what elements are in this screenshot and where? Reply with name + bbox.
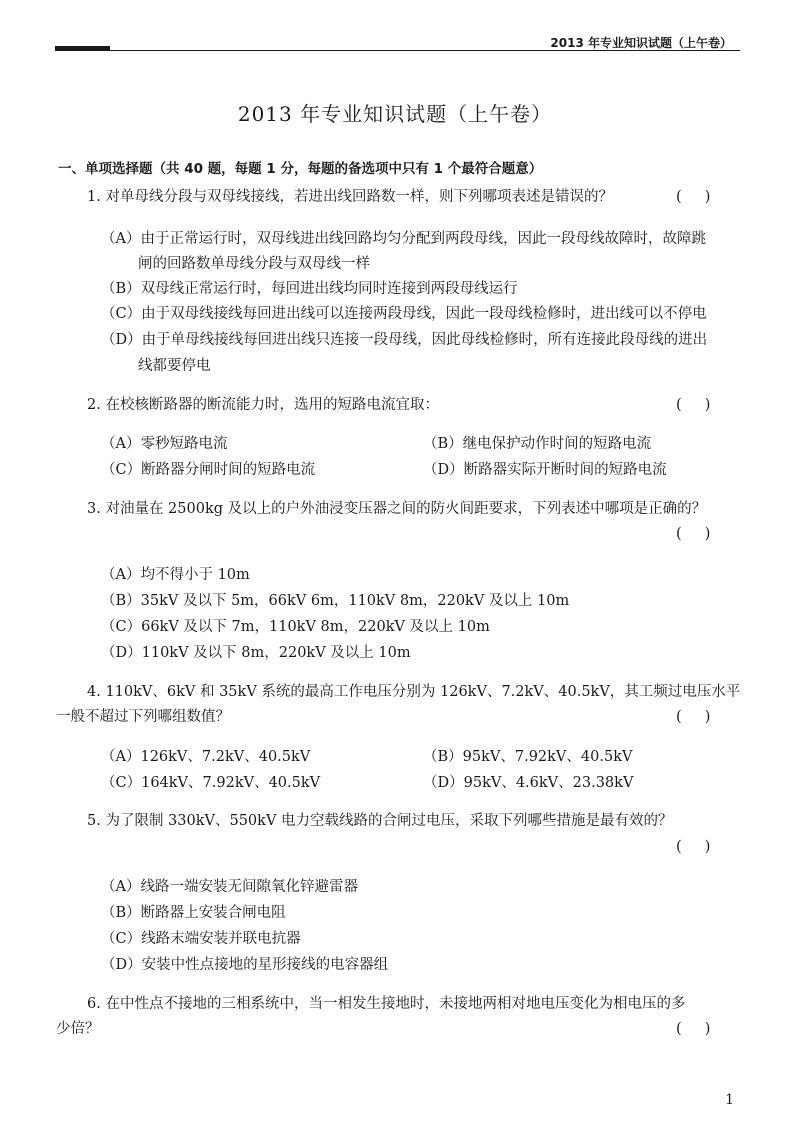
question-5-option-b: （B）断路器上安装合闸电阻 — [101, 905, 286, 921]
question-4-option-b: （B）95kV、7.92kV、40.5kV — [423, 749, 633, 765]
running-header: 2013 年专业知识试题（上午卷） — [550, 36, 732, 50]
question-1-stem: 1. 对单母线分段与双母线接线，若进出线回路数一样，则下列哪项表述是错误的？ — [87, 189, 613, 205]
question-6-stem-cont: 少倍？ — [56, 1021, 100, 1037]
question-4-option-d: （D）95kV、4.6kV、23.38kV — [423, 775, 634, 791]
question-1-option-d-cont: 线都要停电 — [138, 358, 211, 374]
page-title: 2013 年专业知识试题（上午卷） — [237, 102, 553, 126]
question-4-stem-cont: 一般不超过下列哪组数值？ — [56, 709, 230, 725]
question-2-answer-blank: ( ) — [676, 397, 711, 413]
question-1-option-c: （C）由于双母线接线每回进出线可以连接两段母线，因此一段母线检修时，进出线可以不停电 — [101, 306, 707, 322]
question-3-stem: 3. 对油量在 2500kg 及以上的户外油浸变压器之间的防火间距要求，下列表述中哪项是正确的？ — [87, 501, 707, 517]
question-5-option-d: （D）安装中性点接地的星形接线的电容器组 — [101, 957, 389, 973]
question-3-option-c: （C）66kV 及以下 7m，110kV 8m，220kV 及以上 10m — [101, 619, 490, 635]
question-1-option-a: （A）由于正常运行时，双母线进出线回路均匀分配到两段母线，因此一段母线故障时，故障跳 — [101, 231, 706, 247]
question-1-option-a-cont: 闸的回路数单母线分段与双母线一样 — [138, 256, 370, 272]
question-4-option-a: （A）126kV、7.2kV、40.5kV — [101, 749, 311, 765]
question-5-stem: 5. 为了限制 330kV、550kV 电力空载线路的合闸过电压，采取下列哪些措施是最有效的？ — [87, 813, 673, 829]
question-6-answer-blank: ( ) — [676, 1021, 711, 1037]
question-5-option-a: （A）线路一端安装无间隙氧化锌避雷器 — [101, 879, 358, 895]
question-6-stem: 6. 在中性点不接地的三相系统中，当一相发生接地时，未接地两相对地电压变化为相电压的多 — [87, 996, 686, 1012]
question-1-answer-blank: ( ) — [676, 189, 711, 205]
header-rule — [55, 50, 740, 51]
question-2-option-a: （A）零秒短路电流 — [101, 436, 228, 452]
question-4-stem: 4. 110kV、6kV 和 35kV 系统的最高工作电压分别为 126kV、7.2kV、40.5kV，其工频过电压水平 — [87, 684, 741, 700]
question-2-option-d: （D）断路器实际开断时间的短路电流 — [423, 462, 667, 478]
question-1-option-d: （D）由于单母线接线每回进出线只连接一段母线，因此母线检修时，所有连接此段母线的进出 — [101, 332, 708, 348]
question-1-option-b: （B）双母线正常运行时，每回进出线均同时连接到两段母线运行 — [101, 281, 518, 297]
question-2-option-c: （C）断路器分闸时间的短路电流 — [101, 462, 316, 478]
question-5-answer-blank: ( ) — [676, 839, 711, 855]
question-4-answer-blank: ( ) — [676, 709, 711, 725]
question-5-option-c: （C）线路末端安装并联电抗器 — [101, 931, 301, 947]
question-2-option-b: （B）继电保护动作时间的短路电流 — [423, 436, 652, 452]
question-3-option-a: （A）均不得小于 10m — [101, 567, 250, 583]
page-number: 1 — [725, 1092, 734, 1108]
question-2-stem: 2. 在校核断路器的断流能力时，选用的短路电流宜取： — [87, 397, 439, 413]
question-4-option-c: （C）164kV、7.92kV、40.5kV — [101, 775, 321, 791]
question-3-option-b: （B）35kV 及以下 5m，66kV 6m，110kV 8m，220kV 及以上 10m — [101, 593, 570, 609]
section-title: 一、单项选择题（共 40 题，每题 1 分，每题的备选项中只有 1 个最符合题意） — [58, 161, 543, 177]
question-3-option-d: （D）110kV 及以下 8m，220kV 及以上 10m — [101, 645, 411, 661]
question-3-answer-blank: ( ) — [676, 526, 711, 542]
